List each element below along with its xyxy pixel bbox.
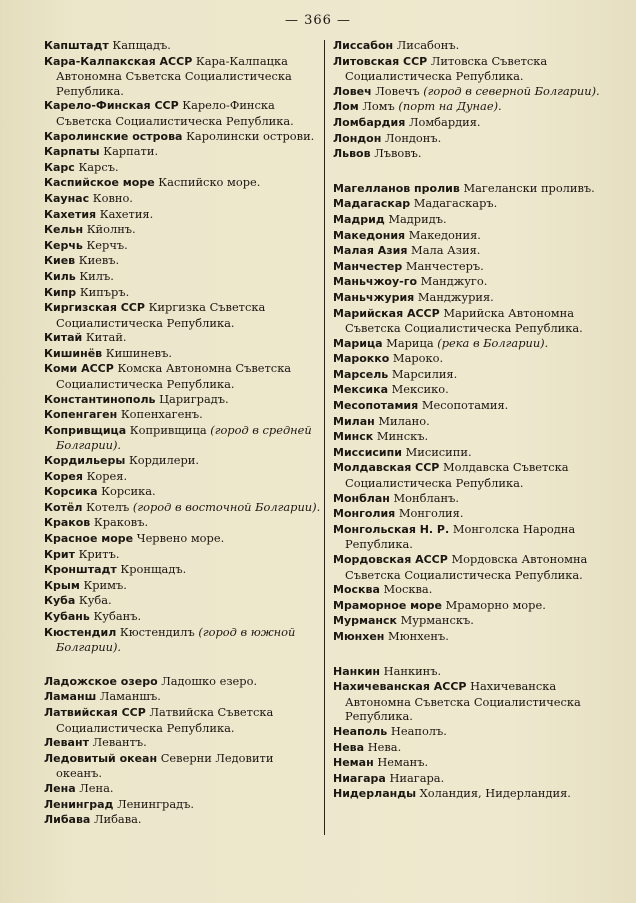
dictionary-entry (44, 38, 322, 54)
dictionary-entry (333, 115, 605, 131)
entry-term: Кубань (44, 609, 90, 623)
entry-translation: Либава. (93, 812, 142, 827)
dictionary-entry (44, 285, 322, 301)
entry-term: Коми АССР (44, 362, 114, 376)
dictionary-entry (44, 98, 322, 128)
entry-translation: Киевъ. (78, 253, 120, 268)
entry-term: Котёл (44, 500, 83, 514)
dictionary-entry (44, 562, 322, 578)
dictionary-entry (44, 781, 322, 797)
dictionary-entry (44, 54, 322, 99)
dictionary-entry (333, 506, 605, 522)
dictionary-entry (333, 146, 605, 162)
entry-translation: Ламаншъ. (99, 689, 161, 704)
entry-translation: Мюнхенъ. (388, 628, 449, 643)
entry-translation: Котелъ (86, 499, 130, 514)
entry-term: Кельн (44, 223, 84, 237)
dictionary-entry (333, 522, 605, 552)
entry-group (44, 674, 322, 828)
entry-translation: Критъ. (78, 546, 120, 561)
entry-term: Нахичеванская АССР (333, 680, 467, 694)
dictionary-entry (333, 598, 605, 614)
entry-term: Карс (44, 160, 75, 174)
entry-translation: Кубанъ. (93, 608, 142, 623)
entry-translation: Мала Азия. (411, 243, 481, 258)
entry-term: Мадагаскар (333, 197, 411, 211)
dictionary-entry (333, 99, 605, 115)
entry-translation: Манджурия. (417, 289, 494, 304)
entry-term: Каролинские острова (44, 129, 183, 143)
entry-note: (река в Болгарии). (437, 335, 549, 350)
dictionary-entry (44, 735, 322, 751)
entry-term: Киргизская ССР (44, 301, 145, 315)
entry-term: Мурманск (333, 614, 397, 628)
entry-translation: Мисисипи. (405, 444, 472, 459)
entry-term: Керчь (44, 238, 83, 252)
dictionary-entry (44, 191, 322, 207)
entry-translation: Куба. (78, 593, 112, 608)
dictionary-entry (333, 679, 605, 724)
entry-term: Кахетия (44, 207, 97, 221)
entry-translation: Каролински острови. (186, 128, 315, 143)
entry-term: Ладожское озеро (44, 674, 158, 688)
entry-term: Монгольская Н. Р. (333, 522, 450, 536)
entry-term: Китай (44, 331, 83, 345)
entry-term: Мюнхен (333, 629, 385, 643)
entry-translation: Северни Ледовити океанъ. (56, 750, 274, 781)
entry-term: Краков (44, 516, 91, 530)
dictionary-entry (44, 797, 322, 813)
dictionary-entry (44, 207, 322, 223)
dictionary-entry (44, 392, 322, 408)
dictionary-entry (44, 346, 322, 362)
entry-term: Ниагара (333, 771, 386, 785)
entry-term: Марийская АССР (333, 306, 440, 320)
entry-term: Неаполь (333, 724, 388, 738)
dictionary-entry (333, 460, 605, 490)
entry-term: Марица (333, 336, 383, 350)
dictionary-entry (333, 84, 605, 100)
entry-note: (город в южной Болгарии). (56, 624, 296, 655)
entry-translation: Холандия, Нидерландия. (419, 786, 571, 801)
entry-term: Киль (44, 269, 76, 283)
entry-translation: Литовска Съветска Социалистическа Република. (345, 53, 548, 84)
dictionary-entry (333, 228, 605, 244)
dictionary-entry (44, 144, 322, 160)
entry-translation: Керчъ. (86, 237, 128, 252)
entry-translation: Цариградъ. (159, 391, 229, 406)
entry-translation: Ниагара. (389, 770, 445, 785)
entry-translation: Корсика. (101, 484, 156, 499)
dictionary-entry (333, 131, 605, 147)
dictionary-entry (333, 491, 605, 507)
entry-term: Либава (44, 813, 91, 827)
entry-term: Копривщица (44, 423, 127, 437)
dictionary-entry (333, 259, 605, 275)
entry-translation: Молдавска Съветска Социалистическа Република. (345, 460, 569, 491)
entry-term: Карело-Финская ССР (44, 99, 179, 113)
entry-term: Киев (44, 254, 76, 268)
dictionary-entry (44, 578, 322, 594)
entry-note: (город в северной Болгарии). (423, 83, 600, 98)
dictionary-entry (44, 238, 322, 254)
dictionary-entry (333, 351, 605, 367)
entry-translation: Манджуго. (420, 274, 488, 289)
dictionary-entry (333, 740, 605, 756)
entry-term: Красное море (44, 532, 134, 545)
dictionary-entry (44, 593, 322, 609)
dictionary-entry (44, 515, 322, 531)
entry-term: Маньчжоу-го (333, 275, 418, 289)
entry-term: Копенгаген (44, 408, 118, 422)
entry-translation: Кронщадъ. (120, 562, 187, 577)
entry-translation: Кордилери. (128, 453, 199, 468)
entry-translation: Македония. (408, 227, 481, 242)
entry-term: Неман (333, 756, 374, 770)
dictionary-entry (333, 445, 605, 461)
entry-term: Ломбардия (333, 115, 406, 129)
entry-term: Корсика (44, 485, 98, 499)
entry-term: Кордильеры (44, 454, 126, 468)
entry-translation: Китай. (85, 330, 127, 345)
entry-translation: Неаполъ. (390, 723, 447, 738)
entry-translation: Мордовска Автономна Съветска Социалистическа Република. (345, 552, 588, 582)
dictionary-entry (44, 175, 322, 191)
entry-translation: Ломъ (362, 99, 395, 114)
dictionary-entry (44, 129, 322, 145)
entry-translation: Ладошко езеро. (161, 673, 258, 688)
group-gap (44, 655, 322, 674)
entry-translation: Мексико. (391, 382, 449, 397)
dictionary-entry (44, 705, 322, 735)
entry-term: Месопотамия (333, 399, 419, 413)
dictionary-entry (333, 398, 605, 414)
entry-term: Малая Азия (333, 244, 408, 258)
page-number: — 366 — (284, 13, 352, 28)
entry-term: Нанкин (333, 664, 381, 678)
dictionary-entry (44, 423, 322, 453)
dictionary-entry (44, 300, 322, 330)
entry-term: Нева (333, 740, 365, 754)
dictionary-entry (333, 786, 605, 802)
entry-translation: Карсъ. (78, 159, 119, 174)
entry-term: Каспийское море (44, 176, 155, 190)
entry-term: Мексика (333, 383, 388, 397)
dictionary-entry (44, 330, 322, 346)
dictionary-entry (44, 674, 322, 690)
entry-translation: Червено море. (136, 531, 225, 545)
entry-term: Македония (333, 228, 406, 242)
entry-term: Монблан (333, 491, 390, 505)
entry-term: Монголия (333, 507, 396, 521)
entry-term: Каунас (44, 191, 90, 205)
entry-translation: Мадридъ. (388, 211, 447, 226)
entry-term: Марсель (333, 367, 389, 381)
entry-term: Мраморное море (333, 598, 442, 612)
dictionary-entry (333, 181, 605, 197)
entry-term: Ламанш (44, 690, 97, 704)
dictionary-entry (44, 547, 322, 563)
dictionary-entry (333, 552, 605, 582)
entry-note: (город в восточной Болгарии). (132, 499, 321, 514)
dictionary-entry (333, 382, 605, 398)
dictionary-entry (44, 625, 322, 655)
entry-translation: Марица (386, 335, 434, 350)
entry-term: Корея (44, 469, 83, 483)
entry-translation: Монголия. (398, 506, 464, 521)
dictionary-entry (44, 812, 322, 828)
entry-translation: Нахичеванска Автономна Съветска Социалистическа Република. (345, 679, 581, 724)
entry-term: Кронштадт (44, 563, 117, 577)
dictionary-entry (44, 751, 322, 781)
entry-translation: Ломбардия. (408, 114, 481, 129)
entry-translation: Монголска Народна Република. (345, 521, 576, 552)
entry-translation: Капщадъ. (112, 38, 171, 52)
entry-translation: Ловечъ (375, 83, 420, 98)
entry-group (333, 181, 605, 645)
dictionary-entry (44, 609, 322, 625)
dictionary-entry (333, 38, 605, 54)
dictionary-entry (333, 290, 605, 306)
dictionary-entry (333, 336, 605, 352)
dictionary-entry (44, 160, 322, 176)
dictionary-entry (333, 429, 605, 445)
dictionary-entry (44, 689, 322, 705)
entry-term: Крит (44, 547, 75, 561)
entry-translation: Мурманскъ. (400, 613, 474, 628)
dictionary-entry (44, 484, 322, 500)
entry-translation: Милано. (378, 413, 430, 428)
entry-note: (порт на Дунае). (398, 99, 502, 114)
entry-term: Лом (333, 100, 359, 114)
entry-term: Ледовитый океан (44, 751, 158, 765)
dictionary-entry (333, 724, 605, 740)
dictionary-entry (333, 629, 605, 645)
entry-term: Константинополь (44, 392, 156, 406)
entry-translation: Корея. (86, 468, 128, 483)
entry-term: Лондон (333, 131, 382, 145)
group-gap (333, 645, 605, 664)
dictionary-entry (333, 613, 605, 629)
entry-translation: Месопотамия. (421, 398, 509, 413)
entry-translation: Каспийско море. (158, 175, 261, 190)
left-column (44, 38, 322, 828)
dictionary-entry (44, 253, 322, 269)
entry-translation: Марийска Автономна Съветска Социалистическа Република. (345, 305, 583, 336)
entry-translation: Мароко. (392, 351, 444, 366)
dictionary-entry (44, 269, 322, 285)
entry-translation: Мраморно море. (445, 597, 546, 612)
entry-translation: Кйолнъ. (86, 222, 136, 237)
dictionary-entry (44, 222, 322, 238)
entry-term: Миссисипи (333, 445, 402, 459)
entry-translation: Мадагаскаръ. (413, 196, 498, 211)
entry-group (44, 38, 322, 655)
entry-translation: Нева. (367, 739, 402, 754)
dictionary-entry (333, 755, 605, 771)
dictionary-entry (44, 500, 322, 516)
entry-term: Ловеч (333, 84, 372, 98)
entry-term: Магелланов пролив (333, 181, 460, 195)
dictionary-entry (333, 54, 605, 84)
entry-term: Мадрид (333, 212, 385, 226)
dictionary-entry (333, 664, 605, 680)
entry-term: Карпаты (44, 145, 100, 159)
entry-term: Левант (44, 736, 89, 750)
entry-translation: Марсилия. (391, 366, 458, 381)
entry-group (333, 38, 605, 162)
dictionary-entry (333, 212, 605, 228)
entry-term: Минск (333, 430, 374, 444)
entry-term: Манчестер (333, 259, 403, 273)
entry-term: Литовская ССР (333, 54, 428, 68)
entry-translation: Лена. (79, 780, 114, 795)
entry-term: Маньчжурия (333, 290, 415, 304)
entry-term: Латвийская ССР (44, 705, 146, 719)
entry-translation: Кипъръ. (79, 284, 130, 299)
entry-term: Львов (333, 147, 371, 161)
dictionary-entry (333, 414, 605, 430)
entry-term: Молдавская ССР (333, 461, 440, 475)
dictionary-entry (44, 407, 322, 423)
entry-term: Крым (44, 578, 80, 592)
entry-translation: Кара-Калпацка Автономна Съветска Социалистическа Република. (56, 53, 292, 98)
entry-translation: Кахетия. (99, 206, 154, 221)
entry-translation: Левантъ. (92, 735, 147, 750)
entry-translation: Карпати. (103, 144, 159, 159)
dictionary-entry (44, 531, 322, 547)
entry-translation: Ленинградъ. (117, 796, 195, 811)
dictionary-entry (333, 771, 605, 787)
entry-translation: Лондонъ. (384, 130, 442, 145)
entry-translation: Минскъ. (376, 429, 429, 444)
entry-term: Кара-Калпакская АССР (44, 54, 193, 68)
column-divider (324, 40, 325, 835)
entry-translation: Кюстендилъ (119, 624, 195, 639)
entry-translation: Монбланъ. (393, 490, 459, 505)
entry-term: Лена (44, 781, 76, 795)
entry-term: Капштадт (44, 39, 109, 52)
dictionary-entry (333, 306, 605, 336)
entry-term: Нидерланды (333, 787, 417, 801)
entry-translation: Копенхагенъ. (120, 407, 203, 422)
entry-term: Марокко (333, 352, 390, 366)
dictionary-entry (333, 196, 605, 212)
group-gap (333, 162, 605, 181)
entry-translation: Магелански проливъ. (463, 180, 595, 195)
entry-translation: Латвийска Съветска Социалистическа Република. (56, 704, 274, 735)
dictionary-entry (333, 274, 605, 290)
entry-translation: Манчестеръ. (405, 258, 484, 273)
entry-translation: Киргизка Съветска Социалистическа Република. (56, 300, 266, 330)
entry-translation: Карело-Финска Съветска Социалистическа Република. (56, 98, 294, 128)
entry-translation: Лисабонъ. (396, 38, 460, 52)
dictionary-entry (44, 453, 322, 469)
entry-translation: Кишиневъ. (105, 345, 172, 360)
dictionary-entry (44, 469, 322, 485)
entry-term: Куба (44, 594, 76, 608)
entry-translation: Килъ. (79, 268, 114, 283)
entry-translation: Москва. (383, 582, 433, 597)
entry-translation: Нанкинъ. (383, 663, 442, 678)
entry-note: (город в средней Болгарии). (56, 422, 312, 453)
entry-translation: Лъвовъ. (374, 146, 422, 161)
entry-translation: Копривщица (129, 422, 207, 437)
entry-term: Ленинград (44, 797, 114, 811)
entry-term: Мордовская АССР (333, 553, 448, 566)
entry-term: Кипр (44, 285, 77, 299)
entry-translation: Ковно. (92, 190, 133, 205)
entry-translation: Кримъ. (83, 577, 127, 592)
dictionary-entry (333, 243, 605, 259)
entry-term: Лиссабон (333, 39, 394, 52)
dictionary-entry (44, 361, 322, 391)
entry-group (333, 664, 605, 802)
entry-translation: Краковъ. (93, 515, 149, 530)
entry-term: Москва (333, 583, 380, 597)
entry-term: Кюстендил (44, 625, 117, 639)
dictionary-entry (333, 582, 605, 598)
entry-term: Милан (333, 414, 375, 428)
entry-translation: Неманъ. (377, 755, 429, 770)
right-column (333, 38, 605, 802)
dictionary-entry (333, 367, 605, 383)
entry-term: Кишинёв (44, 346, 103, 360)
entry-translation: Комска Автономна Съветска Социалистическа Република. (56, 361, 292, 392)
